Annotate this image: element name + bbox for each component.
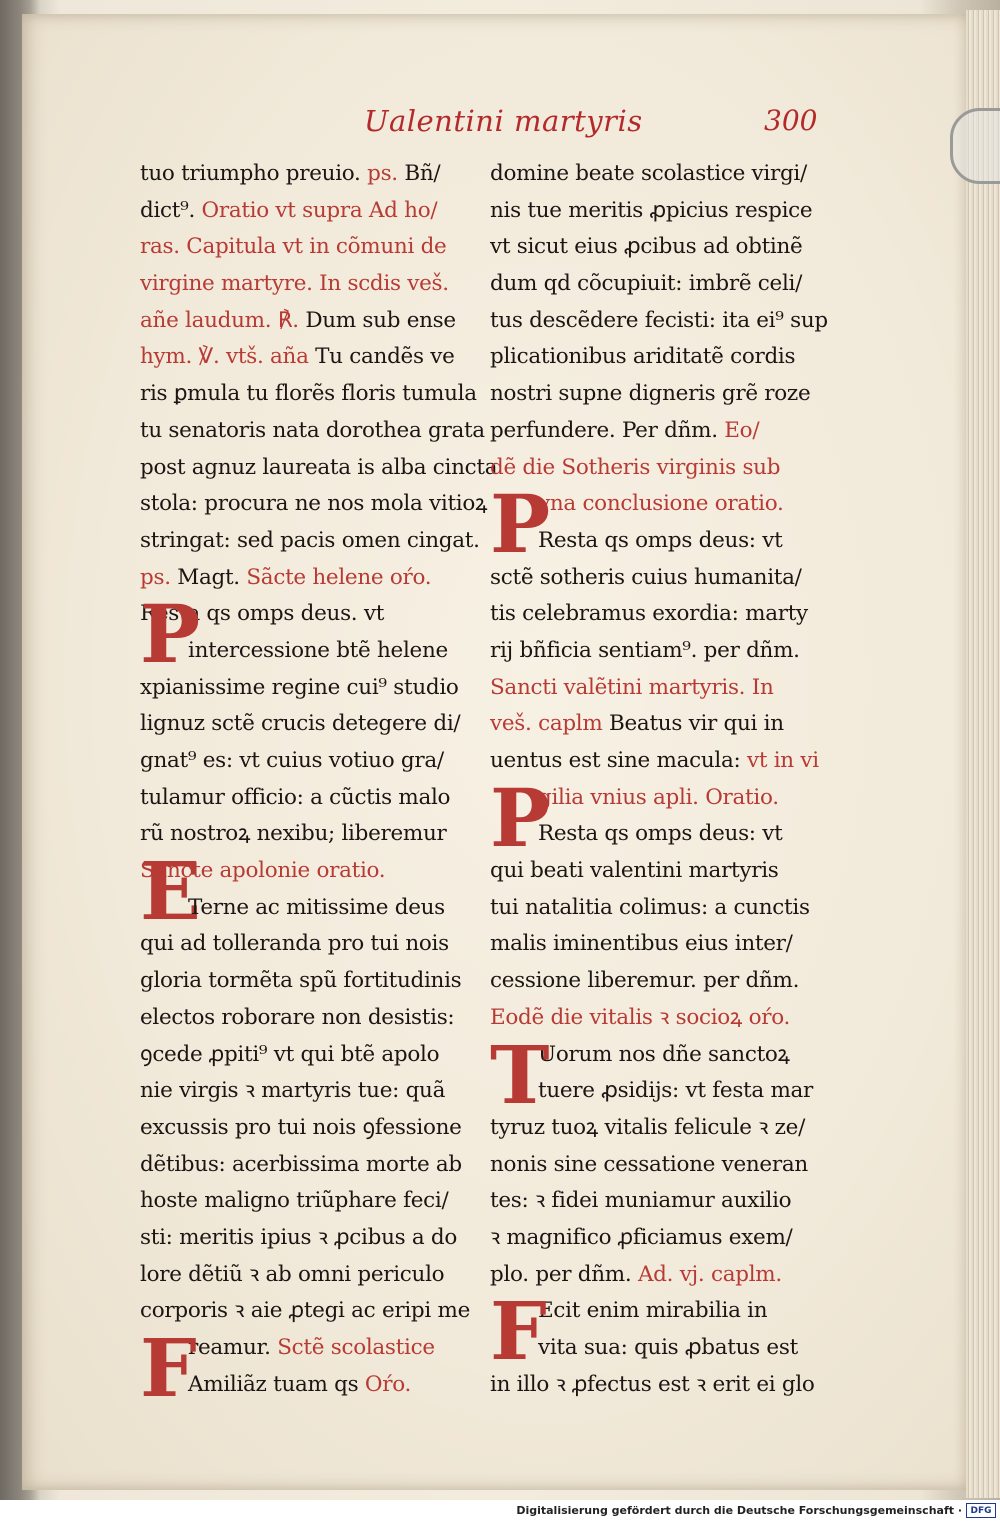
body-text: reamur. bbox=[188, 1335, 278, 1360]
text-line bbox=[490, 890, 845, 927]
body-text: ris ꝑmula tu florẽs floris tumula bbox=[140, 381, 477, 407]
text-line bbox=[490, 376, 845, 413]
body-text: nis tue meritis ꝓpicius respice bbox=[490, 197, 813, 223]
rubric-text: ras. Capitula vt in cõmuni de bbox=[140, 234, 447, 260]
rubric-text: añe laudum. ℟. bbox=[140, 307, 306, 333]
text-line bbox=[490, 1220, 845, 1257]
text-line bbox=[140, 1037, 490, 1074]
body-text: tu senatoris nata dorothea grata bbox=[140, 417, 485, 443]
body-text: nostri supne digneris grẽ roze bbox=[490, 381, 811, 407]
right-text-column bbox=[490, 156, 845, 1403]
text-line bbox=[140, 890, 490, 927]
body-text: Terne ac mitissime deus bbox=[188, 894, 445, 920]
text-line bbox=[140, 963, 490, 1000]
body-text: perfundere. Per dñm. bbox=[490, 417, 725, 443]
body-text: excussis pro tui nois ꝯfessione bbox=[140, 1114, 462, 1140]
body-text: tis celebramus exordia: marty bbox=[490, 601, 808, 627]
text-line bbox=[490, 633, 845, 670]
body-text: tyruz tuoꝝ vitalis felicule ꝛ ze/ bbox=[490, 1114, 806, 1140]
body-text: intercessione btẽ helene bbox=[188, 637, 448, 663]
text-line bbox=[140, 926, 490, 963]
body-text: plicationibus ariditatẽ cordis bbox=[490, 344, 796, 370]
text-line bbox=[490, 413, 845, 450]
body-text: Magt. bbox=[177, 564, 247, 590]
body-text: vt sicut eius ꝓcibus ad obtinẽ bbox=[490, 234, 803, 260]
text-line bbox=[490, 303, 845, 340]
text-line bbox=[490, 1330, 845, 1367]
text-line bbox=[140, 486, 490, 523]
text-line bbox=[490, 596, 845, 633]
text-line bbox=[490, 1183, 845, 1220]
body-text: lignuz sctẽ crucis detegere di/ bbox=[140, 711, 461, 737]
body-text: malis iminentibus eius inter/ bbox=[490, 931, 793, 957]
text-line bbox=[140, 780, 490, 817]
left-text-column bbox=[140, 156, 498, 1415]
body-text: qui beati valentini martyris bbox=[490, 858, 779, 884]
text-line bbox=[140, 633, 490, 670]
page-header bbox=[360, 104, 840, 140]
body-text: xpianissime regine cui⁹ studio bbox=[140, 674, 459, 700]
body-text: tui natalitia colimus: a cunctis bbox=[490, 894, 810, 920]
text-line bbox=[140, 1220, 490, 1257]
body-text: Uorum nos dñe sanctoꝝ bbox=[538, 1041, 790, 1067]
text-line bbox=[140, 706, 490, 743]
text-line bbox=[140, 1257, 490, 1294]
body-text: tuere ꝓsidijs: vt festa mar bbox=[538, 1078, 814, 1104]
body-text: rij bñficia sentiam⁹. per dñm. bbox=[490, 637, 800, 663]
dfg-credit: Digitalisierung gefördert durch die Deutsche Forschungsgemeinschaft · bbox=[516, 1504, 962, 1517]
text-line bbox=[140, 1000, 490, 1037]
text-line bbox=[140, 376, 490, 413]
decorated-initial: E bbox=[140, 844, 201, 939]
text-line bbox=[490, 816, 845, 853]
text-line bbox=[140, 450, 498, 487]
body-text: rũ nostroꝝ nexibu; liberemur bbox=[140, 821, 447, 847]
body-text: gloria tormẽta spũ fortitudinis bbox=[140, 968, 462, 994]
text-line bbox=[490, 926, 845, 963]
text-line bbox=[490, 670, 845, 707]
decorated-initial: P bbox=[140, 587, 200, 682]
rubric-text: vna conclusione oratio. bbox=[538, 491, 784, 517]
text-line bbox=[490, 523, 845, 560]
text-line bbox=[140, 303, 490, 340]
rubric-text: Eo/ bbox=[724, 417, 760, 443]
body-text: ꝛ magnifico ꝓficiamus exem/ bbox=[490, 1224, 793, 1250]
text-line bbox=[140, 193, 490, 230]
decorated-initial: F bbox=[490, 1284, 547, 1379]
dfg-logo: DFG bbox=[966, 1503, 996, 1518]
text-line bbox=[490, 1367, 845, 1404]
rubric-text: Oratio vt supra Ad ho/ bbox=[201, 197, 438, 223]
text-line bbox=[490, 1147, 845, 1184]
body-text: qui ad tolleranda pro tui nois bbox=[140, 931, 449, 957]
body-text: Tu candẽs ve bbox=[315, 344, 455, 370]
text-line bbox=[140, 413, 490, 450]
body-text: nie virgis ꝛ martyris tue: quã bbox=[140, 1078, 446, 1104]
rubric-text: vt in vi bbox=[746, 748, 819, 773]
body-text: tuo triumpho preuio. bbox=[140, 161, 368, 186]
body-text: Amiliãz tuam qs bbox=[188, 1371, 365, 1397]
text-line bbox=[140, 1367, 490, 1404]
body-text: Beatus vir qui in bbox=[609, 711, 784, 737]
rubric-text: Sãcte helene oŕo. bbox=[246, 564, 432, 590]
rubric-text: hym. ℣. vtš. aña bbox=[140, 344, 316, 370]
rubric-text: Eodẽ die vitalis ꝛ socioꝝ oŕo. bbox=[490, 1004, 791, 1030]
rubric-text: Sancte apolonie oratio. bbox=[140, 858, 386, 884]
decorated-initial: P bbox=[490, 770, 550, 865]
body-text: gnat⁹ es: vt cuius votiuo gra/ bbox=[140, 748, 444, 773]
rubric-text: virgine martyre. In scdis veš. bbox=[140, 271, 449, 297]
body-text: vita sua: quis ꝓbatus est bbox=[538, 1335, 798, 1360]
body-text: domine beate scolastice virgi/ bbox=[490, 161, 807, 186]
text-line bbox=[140, 1073, 490, 1110]
text-line bbox=[140, 339, 490, 376]
body-text: sctẽ sotheris cuius humanita/ bbox=[490, 564, 802, 590]
body-text: stola: procura ne nos mola vitioꝝ bbox=[140, 491, 488, 517]
text-line bbox=[140, 1147, 490, 1184]
body-text: Resta qs omps deus. vt bbox=[140, 601, 385, 627]
body-text: hoste maligno triũphare feci/ bbox=[140, 1188, 449, 1214]
body-text: cessione liberemur. per dñm. bbox=[490, 968, 800, 994]
page-clip bbox=[950, 108, 1000, 184]
body-text: post agnuz laureata is alba cincta bbox=[140, 454, 498, 480]
text-line bbox=[490, 560, 845, 597]
body-text: Resta qs omps deus: vt bbox=[538, 821, 783, 847]
page-fore-edge bbox=[966, 10, 1000, 1498]
body-text: sti: meritis ipius ꝛ ꝓcibus a do bbox=[140, 1224, 458, 1250]
rubric-text: ps. bbox=[140, 564, 178, 590]
text-line bbox=[490, 156, 845, 193]
decorated-initial: T bbox=[490, 1027, 550, 1122]
body-text: Dum sub ense bbox=[305, 307, 456, 333]
text-line bbox=[140, 523, 490, 560]
body-text: stringat: sed pacis omen cingat. bbox=[140, 527, 480, 553]
running-title: Ualentini martyris bbox=[364, 104, 643, 138]
footer-bar bbox=[0, 1500, 1000, 1523]
text-line bbox=[140, 670, 490, 707]
text-line bbox=[140, 229, 490, 266]
text-line bbox=[140, 266, 490, 303]
rubric-text: ps. bbox=[367, 161, 405, 186]
rubric-text: Sancti valẽtini martyris. In bbox=[490, 674, 774, 700]
body-text: tulamur officio: a cũctis malo bbox=[140, 784, 451, 810]
body-text: dẽtibus: acerbissima morte ab bbox=[140, 1151, 462, 1177]
text-line bbox=[490, 1073, 845, 1110]
text-line bbox=[490, 229, 845, 266]
body-text: Resta qs omps deus: vt bbox=[538, 527, 783, 553]
body-text: plo. per dñm. bbox=[490, 1261, 638, 1287]
text-line bbox=[490, 193, 845, 230]
body-text: dum qd cõcupiuit: imbrẽ celi/ bbox=[490, 271, 803, 297]
body-text: tus descẽdere fecisti: ita ei⁹ sup bbox=[490, 307, 828, 333]
decorated-initial: P bbox=[490, 477, 550, 572]
text-line bbox=[490, 853, 845, 890]
body-text: corporis ꝛ aie ꝓtegi ac eripi me bbox=[140, 1298, 471, 1324]
rubric-text: gilia vnius apli. Oratio. bbox=[538, 784, 779, 810]
text-line bbox=[490, 963, 845, 1000]
body-text: lore dẽtiũ ꝛ ab omni periculo bbox=[140, 1261, 445, 1287]
text-line bbox=[140, 743, 490, 780]
rubric-text: veš. caplm bbox=[490, 711, 609, 737]
body-text: Bñ/ bbox=[404, 161, 441, 186]
decorated-initial: F bbox=[140, 1321, 197, 1415]
body-text: Ecit enim mirabilia in bbox=[538, 1298, 768, 1324]
rubric-text: dẽ die Sotheris virginis sub bbox=[490, 454, 781, 480]
body-text: nonis sine cessatione veneran bbox=[490, 1151, 808, 1177]
text-line bbox=[490, 706, 845, 743]
text-line bbox=[490, 339, 845, 376]
rubric-text: Ad. vj. caplm. bbox=[637, 1261, 782, 1287]
rubric-text: Sctẽ scolastice bbox=[277, 1335, 435, 1360]
text-line bbox=[490, 1110, 845, 1147]
text-line bbox=[490, 266, 845, 303]
body-text: uentus est sine macula: bbox=[490, 748, 747, 773]
text-line bbox=[140, 156, 490, 193]
text-line bbox=[140, 1110, 490, 1147]
body-text: ꝯcede ꝓpiti⁹ vt qui btẽ apolo bbox=[140, 1041, 440, 1067]
rubric-text: Oŕo. bbox=[364, 1371, 411, 1397]
body-text: tes: ꝛ fidei muniamur auxilio bbox=[490, 1188, 792, 1214]
folio-number: 300 bbox=[764, 104, 818, 137]
body-text: in illo ꝛ ꝓfectus est ꝛ erit ei glo bbox=[490, 1371, 815, 1397]
text-line bbox=[140, 1183, 490, 1220]
body-text: dict⁹. bbox=[140, 197, 202, 223]
body-text: electos roborare non desistis: bbox=[140, 1004, 455, 1030]
